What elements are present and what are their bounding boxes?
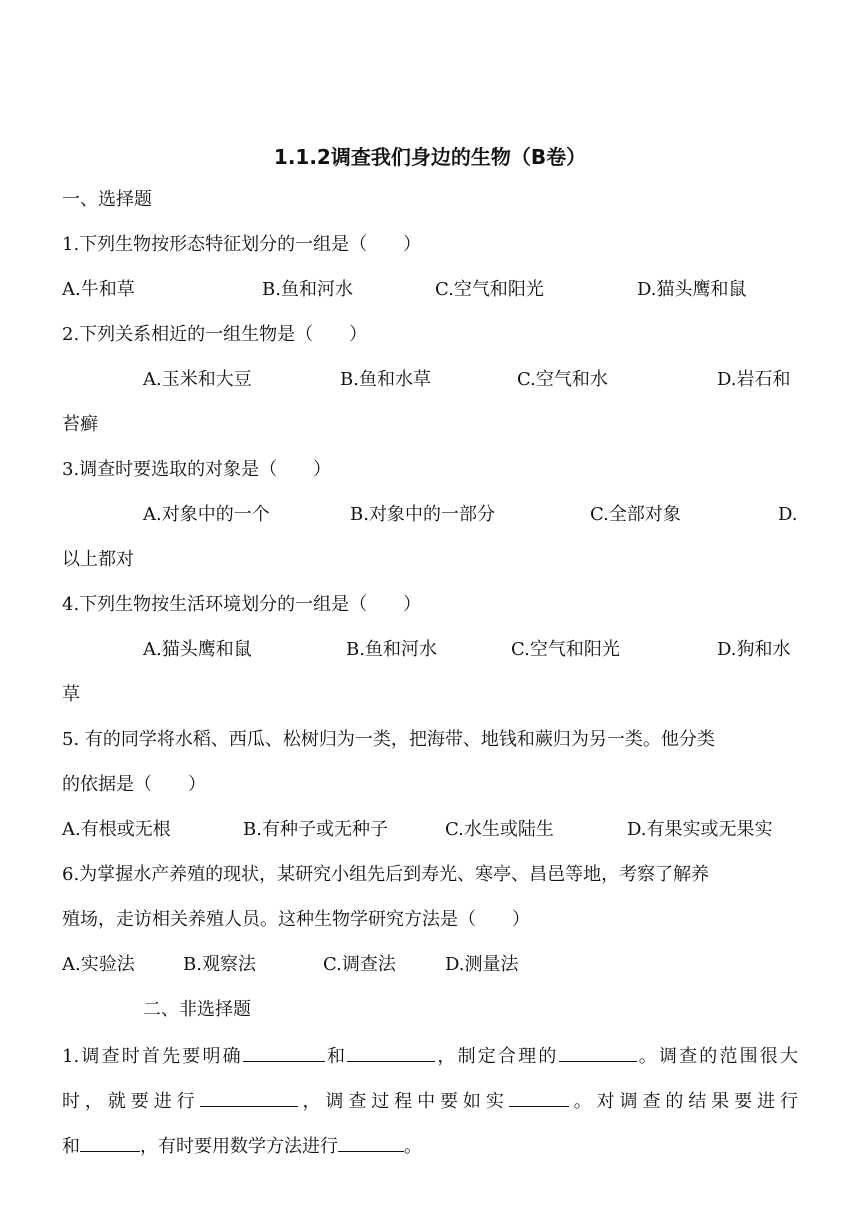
answer-blank-3[interactable] xyxy=(559,1043,637,1062)
question-6-stem-line1: 6.为掌握水产养殖的现状，某研究小组先后到寿光、寒亭、昌邑等地，考察了解养 xyxy=(62,864,710,885)
q5-option-d: D.有果实或无果实 xyxy=(627,819,773,840)
q4-option-d-continued: 草 xyxy=(62,684,80,705)
fill-text: 。调查的范围很大 xyxy=(636,1046,798,1067)
q2-option-d-continued: 苔癣 xyxy=(62,414,98,435)
q2-option-c: C.空气和水 xyxy=(517,369,608,390)
q6-option-a: A.实验法 xyxy=(62,954,135,975)
question-2-stem: 2.下列关系相近的一组生物是（ ） xyxy=(62,324,368,345)
q6-option-d: D.测量法 xyxy=(445,954,519,975)
fill-question-line2 xyxy=(62,1088,798,1114)
q2-option-a: A.玉米和大豆 xyxy=(143,369,252,390)
answer-blank-7[interactable] xyxy=(338,1133,404,1152)
q1-option-d: D.猫头鹰和鼠 xyxy=(637,279,747,300)
q2-option-b: B.鱼和水草 xyxy=(340,369,431,390)
fill-question-line3 xyxy=(62,1133,422,1159)
q3-option-d: D. xyxy=(778,504,798,525)
q3-option-d-continued: 以上都对 xyxy=(62,549,134,570)
fill-text: ，有时要用数学方法进行 xyxy=(140,1136,338,1157)
fill-text: 和 xyxy=(62,1136,80,1157)
answer-blank-4[interactable] xyxy=(200,1088,298,1107)
q6-option-c: C.调查法 xyxy=(323,954,396,975)
answer-blank-6[interactable] xyxy=(80,1133,140,1152)
q5-option-c: C.水生或陆生 xyxy=(445,819,554,840)
question-1-stem: 1.下列生物按形态特征划分的一组是（ ） xyxy=(62,234,422,255)
q4-option-d: D.狗和水 xyxy=(717,639,791,660)
q4-option-b: B.鱼和河水 xyxy=(346,639,437,660)
answer-blank-1[interactable] xyxy=(243,1043,325,1062)
question-6-stem-line2: 殖场，走访相关养殖人员。这种生物学研究方法是（ ） xyxy=(62,909,530,930)
answer-blank-5[interactable] xyxy=(509,1088,569,1107)
section-heading-choice: 一、选择题 xyxy=(62,189,152,210)
fill-text: 和 xyxy=(324,1046,348,1067)
question-5-stem-line2: 的依据是（ ） xyxy=(62,774,206,795)
q1-option-c: C.空气和阳光 xyxy=(435,279,544,300)
q5-option-a: A.有根或无根 xyxy=(62,819,171,840)
q3-option-b: B.对象中的一部分 xyxy=(350,504,495,525)
answer-blank-2[interactable] xyxy=(347,1043,435,1062)
q2-option-d: D.岩石和 xyxy=(717,369,791,390)
q3-option-c: C.全部对象 xyxy=(590,504,681,525)
q5-option-b: B.有种子或无种子 xyxy=(243,819,388,840)
q6-option-b: B.观察法 xyxy=(183,954,256,975)
fill-text: 。 xyxy=(404,1136,422,1157)
section-heading-non-choice: 二、非选择题 xyxy=(143,999,251,1020)
q1-option-b: B.鱼和河水 xyxy=(262,279,353,300)
fill-text: ，制定合理的 xyxy=(435,1046,559,1067)
question-5-stem-line1: 5. 有的同学将水稻、西瓜、松树归为一类，把海带、地钱和蕨归为另一类。他分类 xyxy=(62,729,715,750)
page-title: 1.1.2调查我们身边的生物（B卷） xyxy=(273,145,587,169)
fill-text: 时，就要进行 xyxy=(62,1091,200,1112)
question-4-stem: 4.下列生物按生活环境划分的一组是（ ） xyxy=(62,594,422,615)
q3-option-a: A.对象中的一个 xyxy=(143,504,270,525)
q1-option-a: A.牛和草 xyxy=(62,279,135,300)
q4-option-a: A.猫头鹰和鼠 xyxy=(143,639,252,660)
fill-text: ，调查过程中要如实 xyxy=(297,1091,509,1112)
q4-option-c: C.空气和阳光 xyxy=(511,639,620,660)
fill-text: 1.调查时首先要明确 xyxy=(62,1046,243,1067)
fill-text: 。对调查的结果要进行 xyxy=(568,1091,799,1112)
fill-question-line1 xyxy=(62,1043,798,1069)
question-3-stem: 3.调查时要选取的对象是（ ） xyxy=(62,459,332,480)
